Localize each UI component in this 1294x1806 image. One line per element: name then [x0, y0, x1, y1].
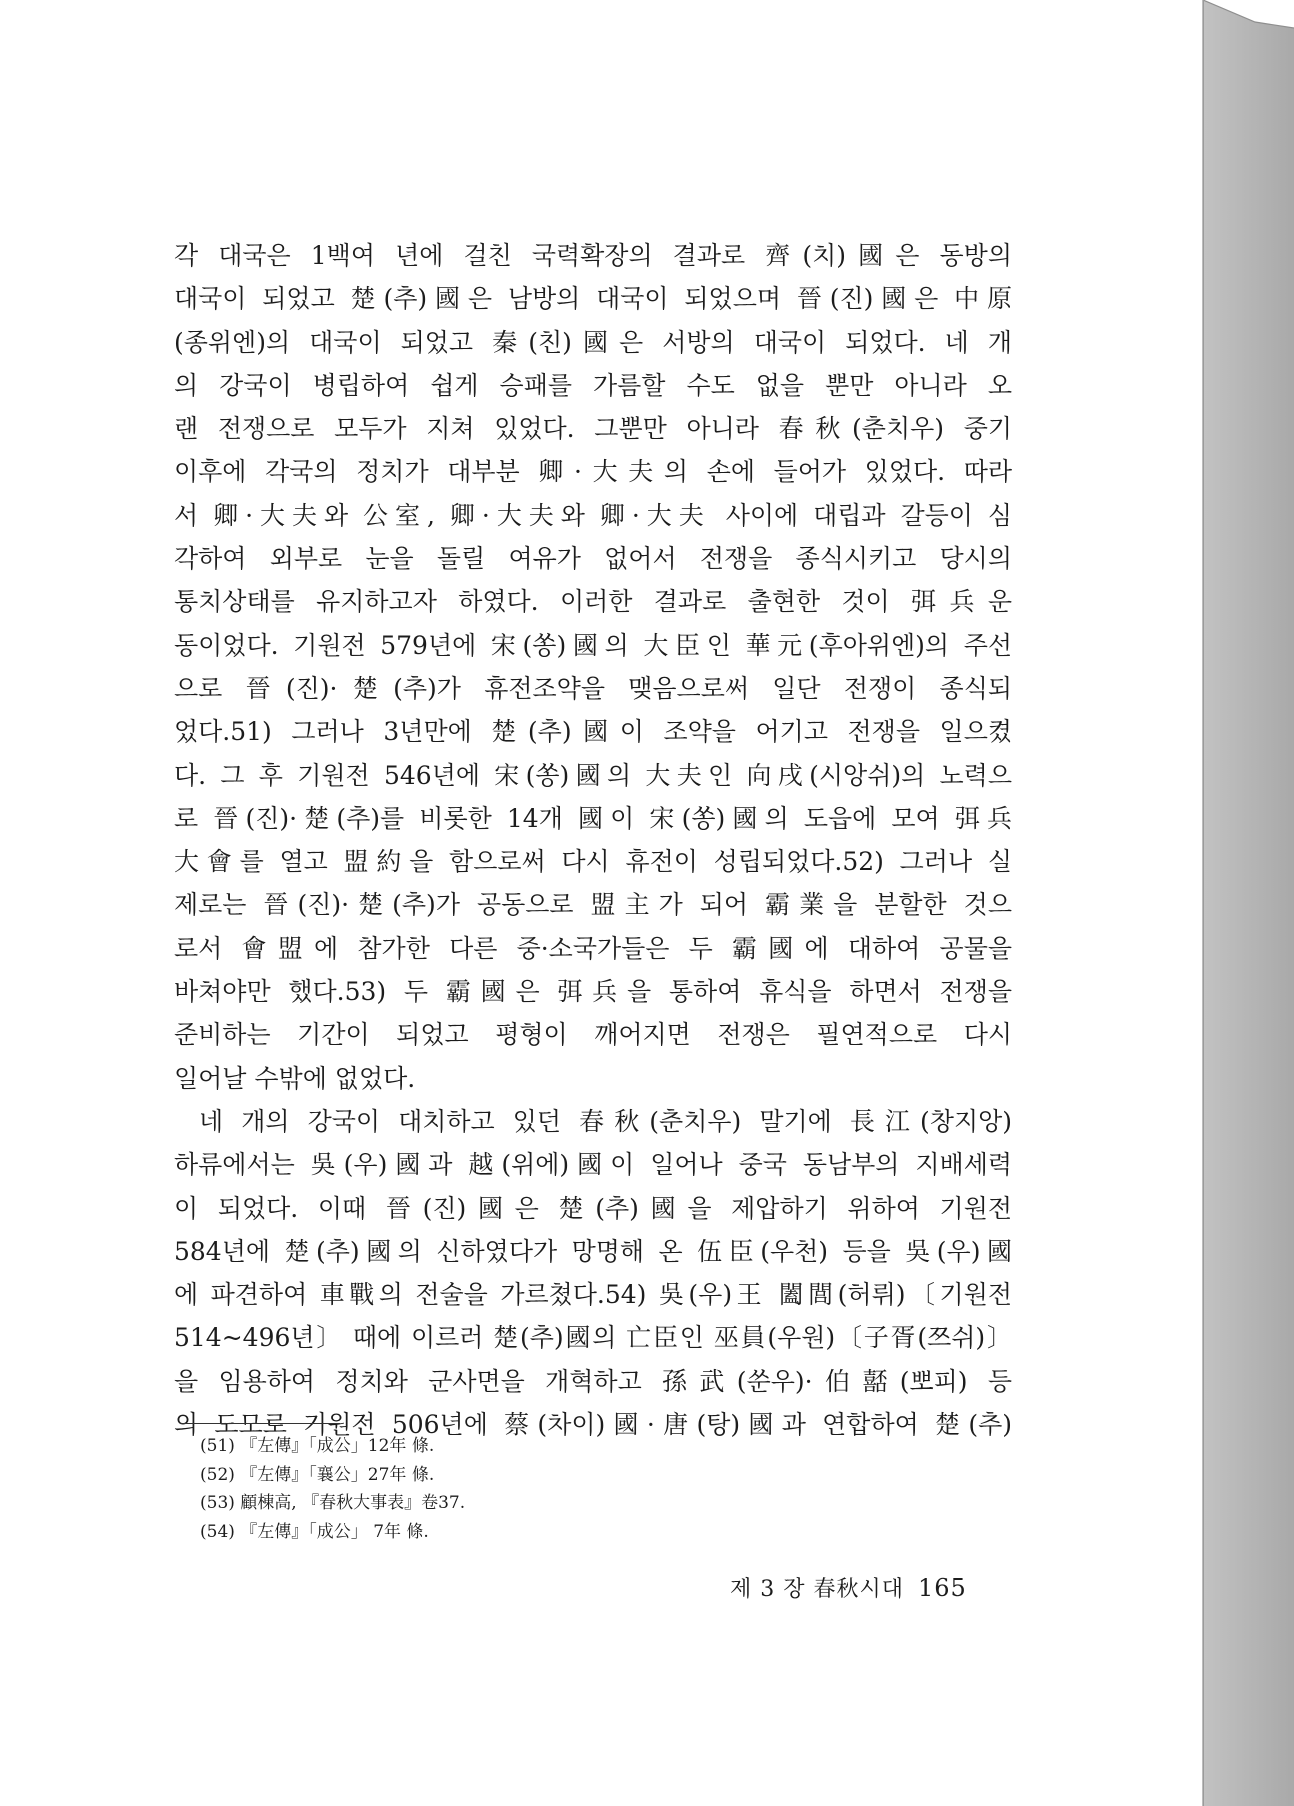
body-line: 각하여 외부로 눈을 돌릴 여유가 없어서 전쟁을 종식시키고 당시의: [174, 544, 1012, 574]
body-line: 의 강국이 병립하여 쉽게 승패를 가름할 수도 없을 뿐만 아니라 오: [174, 370, 1012, 400]
body-line: (종위엔)의 대국이 되었고 秦(친)國은 서방의 대국이 되었다. 네 개: [174, 327, 1012, 357]
body-line: 동이었다. 기원전 579년에 宋(쏭)國의 大臣인 華元(후아위엔)의 주선: [174, 630, 1012, 660]
body-line: 었다.51) 그러나 3년만에 楚(추)國이 조약을 어기고 전쟁을 일으켰: [174, 717, 1012, 747]
footnote-rule: [180, 1423, 340, 1424]
chapter-title: 제 3 장 春秋시대: [730, 1577, 904, 1602]
body-line: 을 임용하여 정치와 군사면을 개혁하고 孫武(쑨우)·伯嚭(뽀피) 등: [174, 1366, 1012, 1396]
body-line: 이후에 각국의 정치가 대부분 卿·大夫의 손에 들어가 있었다. 따라: [174, 457, 1012, 487]
body-line: 준비하는 기간이 되었고 평형이 깨어지면 전쟁은 필연적으로 다시: [174, 1020, 1012, 1050]
body-line: 대국이 되었고 楚(추)國은 남방의 대국이 되었으며 晉(진)國은 中原: [174, 284, 1012, 314]
footnotes: [200, 1432, 465, 1546]
body-line: 랜 전쟁으로 모두가 지쳐 있었다. 그뿐만 아니라 春秋(춘치우) 중기: [174, 414, 1012, 444]
footnote: (52) 『左傳』「襄公」27年 條.: [200, 1464, 435, 1485]
body-line: 584년에 楚(추)國의 신하였다가 망명해 온 伍臣(우천) 등을 吳(우)國: [174, 1236, 1012, 1266]
body-text: [174, 234, 1012, 1446]
footnote: (54) 『左傳』「成公」 7年 條.: [200, 1521, 429, 1542]
body-line: 각 대국은 1백여 년에 걸친 국력확장의 결과로 齊(치)國은 동방의: [174, 241, 1012, 270]
body-line: 서 卿·大夫와 公室, 卿·大夫와 卿·大夫 사이에 대립과 갈등이 심: [174, 500, 1012, 530]
body-line: 이 되었다. 이때 晉(진)國은 楚(추)國을 제압하기 위하여 기원전: [174, 1193, 1012, 1223]
body-line: 다. 그 후 기원전 546년에 宋(쏭)國의 大夫인 向戌(시앙쉬)의 노력으: [174, 760, 1012, 790]
body-line: 통치상태를 유지하고자 하였다. 이러한 결과로 출현한 것이 弭兵운: [174, 587, 1012, 617]
body-line: 에 파견하여 車戰의 전술을 가르쳤다.54) 吳(우)王 闔閭(허뤼)〔기원전: [174, 1280, 1012, 1310]
body-line: 일어날 수밖에 없었다.: [174, 1063, 416, 1093]
body-line: 제로는 晉(진)·楚(추)가 공동으로 盟主가 되어 霸業을 분할한 것으: [174, 890, 1012, 920]
body-line: 로서 會盟에 참가한 다른 중·소국가들은 두 霸國에 대하여 공물을: [174, 933, 1012, 963]
page-number: 165: [918, 1574, 967, 1602]
body-line: 514~496년〕 때에 이르러 楚(추)國의 亡臣인 巫員(우원)〔子胥(쯔쉬)〕: [174, 1323, 1012, 1353]
body-line: 大會를 열고 盟約을 함으로써 다시 휴전이 성립되었다.52) 그러나 실: [174, 847, 1012, 877]
footnote: (53) 顧棟高, 『春秋大事表』卷37.: [200, 1493, 466, 1513]
body-line: 하류에서는 吳(우)國과 越(위에)國이 일어나 중국 동남부의 지배세력: [174, 1150, 1012, 1180]
body-line: 바쳐야만 했다.53) 두 霸國은 弭兵을 통하여 휴식을 하면서 전쟁을: [174, 977, 1012, 1007]
running-footer: [730, 1572, 967, 1603]
book-thickness-edge: [1203, 0, 1294, 1806]
body-line: 의 도모로 기원전 506년에 蔡(차이)國·唐(탕)國과 연합하여 楚(추): [174, 1410, 1012, 1440]
body-line: 네 개의 강국이 대치하고 있던 春秋(춘치우) 말기에 長江(창지앙): [199, 1106, 1012, 1136]
footnote: (51) 『左傳』「成公」12年 條.: [200, 1436, 435, 1456]
body-line: 으로 晉(진)·楚(추)가 휴전조약을 맺음으로써 일단 전쟁이 종식되: [174, 673, 1012, 703]
body-line: 로 晉(진)·楚(추)를 비롯한 14개 國이 宋(쏭)國의 도읍에 모여 弭兵: [174, 803, 1012, 833]
